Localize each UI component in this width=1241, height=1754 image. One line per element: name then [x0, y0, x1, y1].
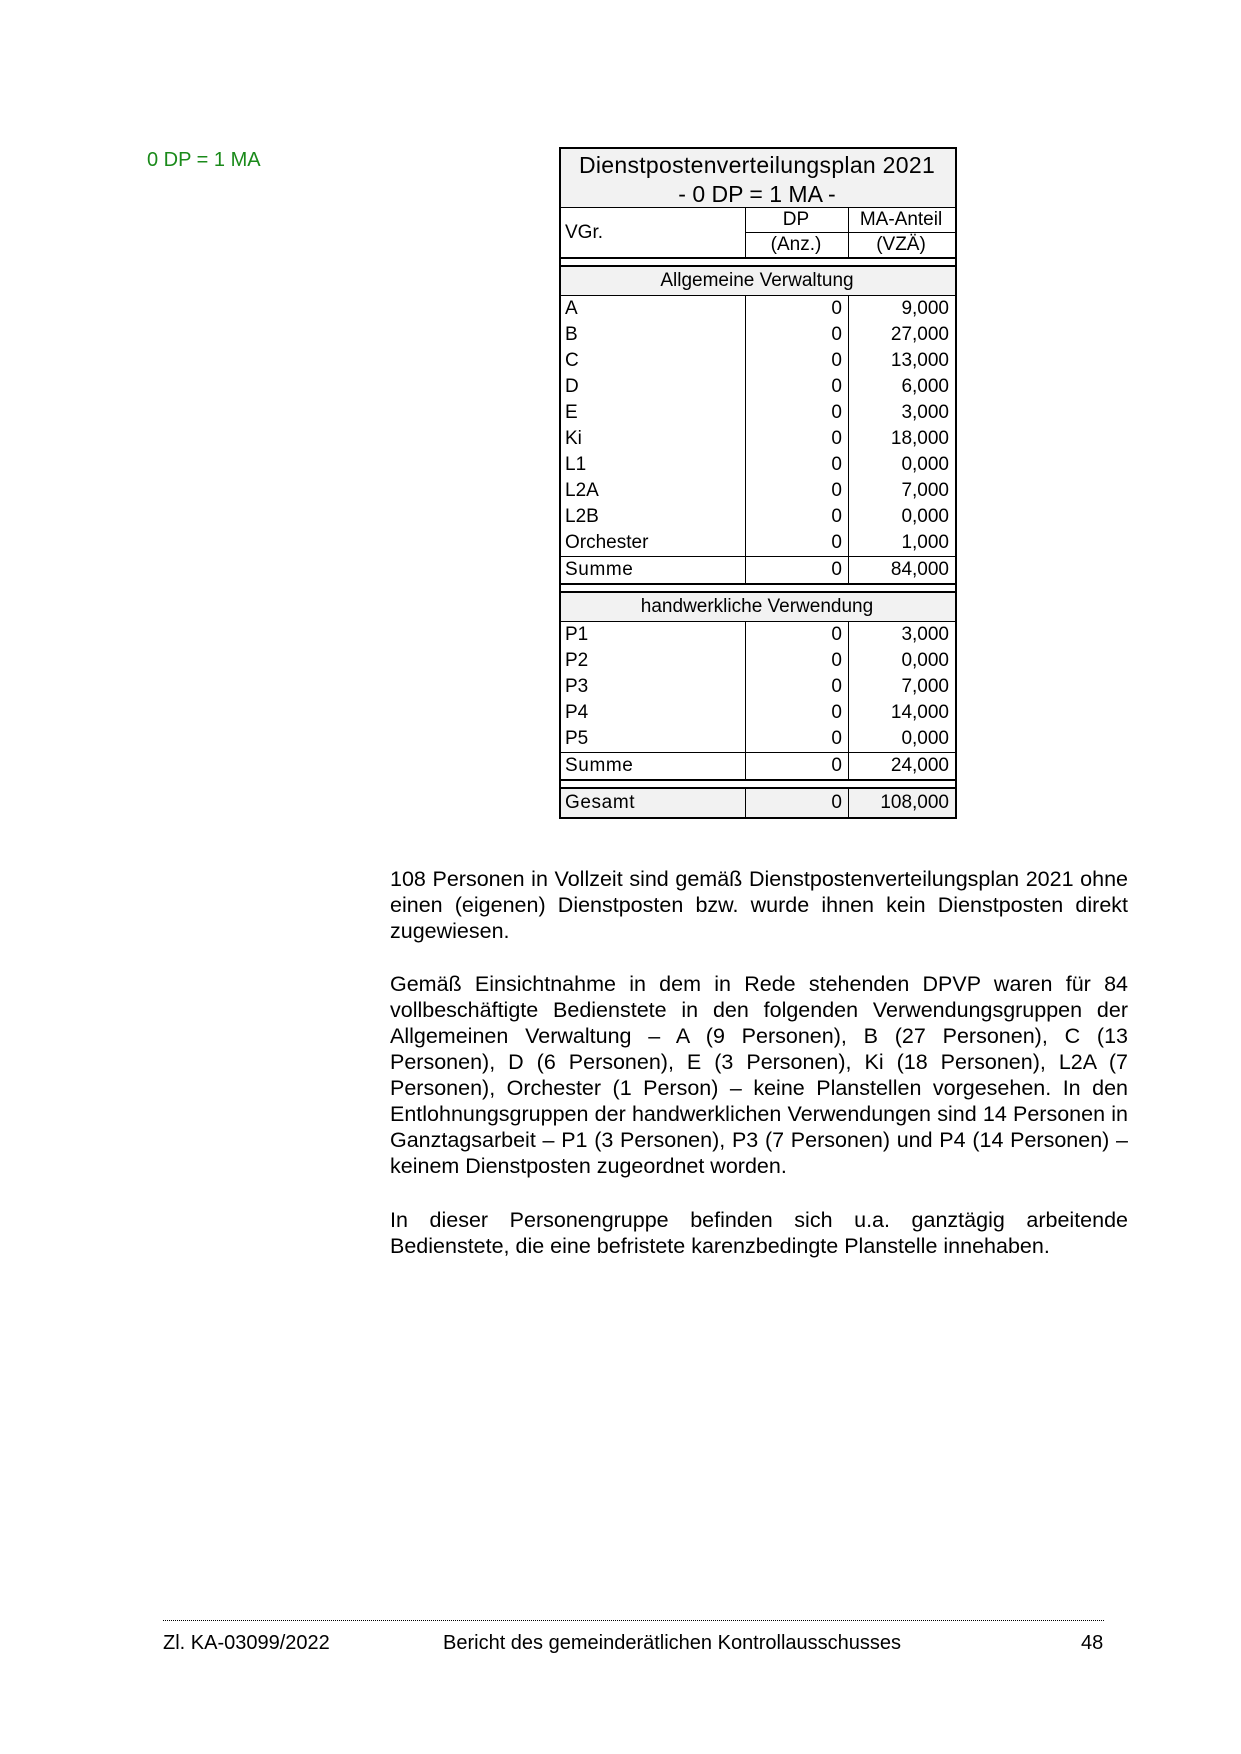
table-row [560, 478, 956, 504]
header-ma: MA-Anteil [849, 208, 957, 233]
table-row [560, 322, 956, 348]
row-vgr: Ki [560, 426, 746, 452]
row-ma: 6,000 [901, 376, 949, 397]
row-ma: 13,000 [890, 350, 949, 371]
header-ma-unit: (VZÄ) [849, 233, 957, 259]
table-row [560, 426, 956, 452]
row-vgr: P3 [560, 674, 746, 700]
row-ma: 9,000 [901, 298, 949, 319]
header-dp: DP [746, 208, 849, 233]
sum-label: Summe [560, 753, 746, 781]
row-dp: 0 [746, 400, 849, 426]
row-dp: 0 [746, 348, 849, 374]
margin-note: 0 DP = 1 MA [147, 149, 261, 171]
row-ma: 0,000 [901, 454, 949, 475]
row-vgr: L2B [560, 504, 746, 530]
row-dp: 0 [746, 622, 849, 649]
section-title-handwerkliche: handwerkliche Verwendung [560, 592, 956, 622]
row-ma: 0,000 [901, 650, 949, 671]
row-dp: 0 [746, 452, 849, 478]
paragraph-3: In dieser Personengruppe befinden sich u.a. ganztägig arbeitende Bedienstete, die eine befristete karenzbedingte Planstelle innehaben. [390, 1208, 1128, 1258]
row-vgr: L2A [560, 478, 746, 504]
paragraph-1: 108 Personen in Vollzeit sind gemäß Dienstpostenverteilungsplan 2021 ohne einen (eigenen) Dienstposten bzw. wurde ihnen kein Dienstposten direkt zugewiesen. [390, 867, 1128, 943]
row-ma: 3,000 [901, 624, 949, 645]
sum-row-allgemeine [560, 557, 956, 585]
total-label: Gesamt [560, 788, 746, 818]
sum-label: Summe [560, 557, 746, 585]
row-vgr: B [560, 322, 746, 348]
table-row [560, 374, 956, 400]
table-row [560, 726, 956, 753]
table-row [560, 700, 956, 726]
sum-row-handwerkliche [560, 753, 956, 781]
row-vgr: L1 [560, 452, 746, 478]
row-dp: 0 [746, 478, 849, 504]
total-ma: 108,000 [849, 788, 957, 818]
row-ma: 0,000 [901, 728, 949, 749]
sum-dp: 0 [746, 557, 849, 585]
page-number: 48 [1081, 1632, 1104, 1654]
row-vgr: D [560, 374, 746, 400]
header-vgr: VGr. [560, 208, 746, 259]
table-row [560, 504, 956, 530]
row-vgr: P1 [560, 622, 746, 649]
row-dp: 0 [746, 530, 849, 557]
row-ma: 27,000 [890, 324, 949, 345]
row-vgr: P5 [560, 726, 746, 753]
table-row [560, 452, 956, 478]
table-title: Dienstpostenverteilungsplan 2021 [560, 148, 956, 181]
section-title-allgemeine: Allgemeine Verwaltung [560, 266, 956, 296]
footer-title: Bericht des gemeinderätlichen Kontrollausschusses [443, 1632, 902, 1654]
footer-reference: Zl. KA-03099/2022 [163, 1632, 330, 1654]
header-dp-unit: (Anz.) [746, 233, 849, 259]
sum-ma: 24,000 [849, 753, 957, 781]
row-vgr: P4 [560, 700, 746, 726]
row-dp: 0 [746, 296, 849, 323]
row-vgr: C [560, 348, 746, 374]
table-row [560, 674, 956, 700]
table-row [560, 400, 956, 426]
row-ma: 0,000 [901, 506, 949, 527]
footer-divider [163, 1620, 1104, 1621]
row-dp: 0 [746, 700, 849, 726]
row-dp: 0 [746, 322, 849, 348]
row-dp: 0 [746, 726, 849, 753]
total-row [560, 788, 956, 818]
row-ma: 7,000 [901, 480, 949, 501]
paragraph-2: Gemäß Einsichtnahme in dem in Rede stehenden DPVP waren für 84 vollbeschäftigte Bedienstete in den folgenden Verwendungsgruppen der Allgemeinen Verwaltung – A (9 Personen), B (27 Personen), C (13 Personen), D (6 Personen), E (3 Personen), Ki (18 Personen), L2A (7 Personen), Orchester (1 Person) – keine Planstellen vorgesehen. In den Entlohnungsgruppen der handwerklichen Verwendungen sind 14 Personen in Ganztagsarbeit – P1 (3 Personen), P3 (7 Personen) und P4 (14 Personen) – keinem Dienstposten zugeordnet worden. [390, 972, 1128, 1178]
row-ma: 3,000 [901, 402, 949, 423]
row-dp: 0 [746, 648, 849, 674]
table-row [560, 530, 956, 557]
row-dp: 0 [746, 504, 849, 530]
table-row [560, 622, 956, 649]
table-row [560, 648, 956, 674]
table-subtitle: - 0 DP = 1 MA - [560, 181, 956, 208]
row-ma: 18,000 [890, 428, 949, 449]
sum-dp: 0 [746, 753, 849, 781]
sum-ma: 84,000 [849, 557, 957, 585]
row-ma: 14,000 [890, 702, 949, 723]
row-vgr: Orchester [560, 530, 746, 557]
table-row [560, 296, 956, 323]
row-dp: 0 [746, 374, 849, 400]
row-dp: 0 [746, 426, 849, 452]
row-ma: 7,000 [901, 676, 949, 697]
total-dp: 0 [746, 788, 849, 818]
row-vgr: P2 [560, 648, 746, 674]
row-ma: 1,000 [901, 532, 949, 553]
row-dp: 0 [746, 674, 849, 700]
row-vgr: E [560, 400, 746, 426]
dpvp-table [559, 147, 957, 819]
table-row [560, 348, 956, 374]
row-vgr: A [560, 296, 746, 323]
